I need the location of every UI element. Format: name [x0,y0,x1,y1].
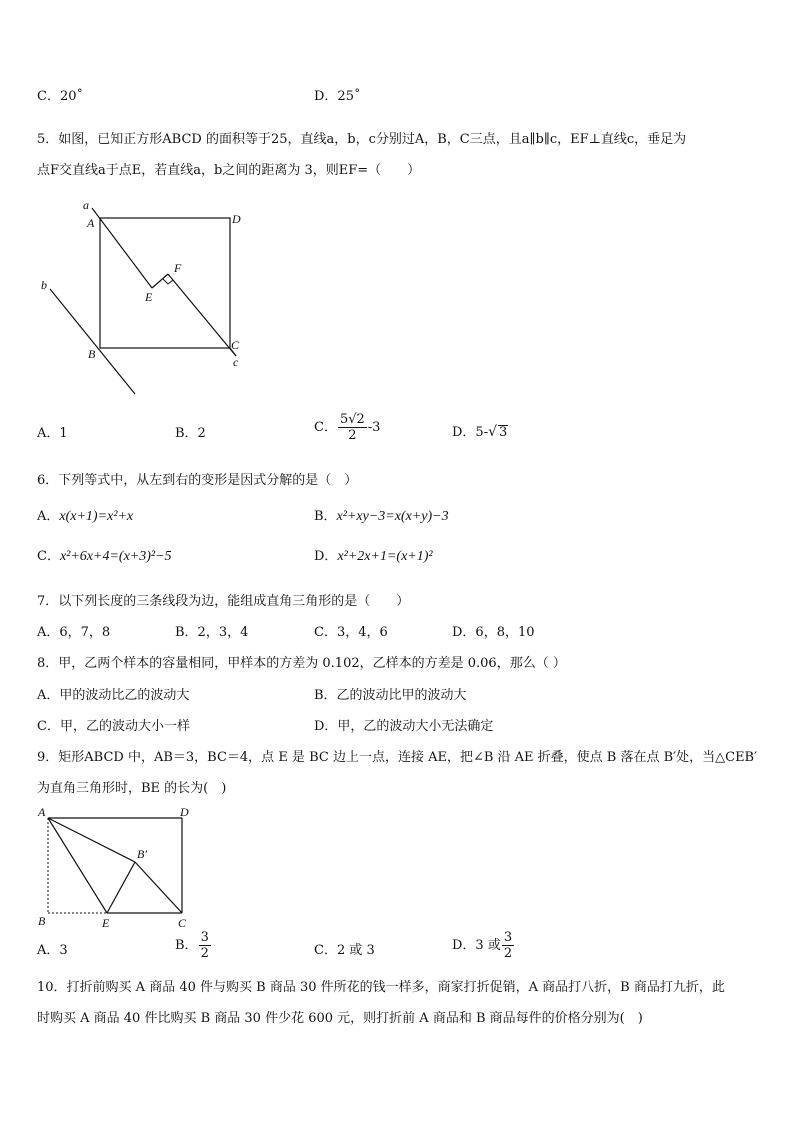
q7-stem: 7．以下列长度的三条线段为边，能组成直角三角形的是（ ） [37,594,410,609]
q5-stem-line2: 点F交直线a于点E，若直线a，b之间的距离为 3，则EF=（ ） [37,163,421,178]
q9-option-b-numerator: 3 [200,930,209,945]
q6-option-c [37,550,172,564]
q5-line-a [92,208,152,288]
q5-stem-line1: 5．如图，已知正方形ABCD 的面积等于25，直线a，b，c分别过A，B，C三点，且a∥b∥c，EF⊥直线c，垂足为 [37,132,687,147]
q9-label-B-prime: B′ [137,847,147,861]
q4-option-d: D．25˚ [314,89,361,104]
q5-option-c-fraction [338,413,367,442]
q5-label-C: C [231,338,240,352]
q6-option-b [314,510,449,524]
q4-option-c: C．20˚ [37,89,83,104]
q6-option-d [314,550,433,564]
q5-square-abcd [100,218,230,348]
q9-option-d [452,931,515,960]
q9-option-d-numerator: 3 [503,930,513,945]
q9-option-b [175,931,212,960]
q9-stem-line1: 9．矩形ABCD 中，AB＝3，BC＝4，点 E 是 BC 边上一点，连接 AE，把∠B 沿 AE 折叠，使点 B 落在点 B′处，当△CEB′ [37,750,758,765]
q8-stem: 8．甲，乙两个样本的容量相同，甲样本的方差为 0.102，乙样本的方差是 0.06，那么（ ） [37,656,566,671]
q5-label-D: D [232,212,241,226]
q9-option-b-denominator: 2 [200,946,209,961]
q5-option-c-suffix: -3 [367,420,381,435]
q6-option-b-label: B． [314,509,337,524]
q5-line-b [50,289,135,394]
q8-option-d: D．甲，乙的波动大小无法确定 [314,719,494,734]
q5-right-angle-mark [163,279,173,284]
q5-option-d-label: D．5- [452,424,489,440]
q9-option-d-denominator: 2 [503,946,513,961]
q8-option-c: C．甲，乙的波动大小一样 [37,719,190,734]
q5-label-B: B [88,347,96,361]
q6-option-c-label: C． [37,549,60,564]
q9-label-A: A [38,805,46,819]
q6-stem: 6．下列等式中，从左到右的变形是因式分解的是（ ） [37,473,358,488]
q9-option-a: A．3 [37,943,68,958]
q5-label-a: a [83,198,89,212]
q5-option-c-label: C． [314,420,337,435]
q6-option-d-label: D． [314,549,338,564]
q9-figure [30,800,200,932]
q10-stem-line2: 时购买 A 商品 40 件比购买 B 商品 30 件少花 600 元，则打折前 A 商品和 B 商品每件的价格分别为( ) [37,1011,643,1026]
q5-label-A: A [87,216,95,230]
q6-option-c-math: x²+6x+4=(x+3)²−5 [59,549,172,564]
q9-option-d-fraction [502,931,514,960]
q8-option-a: A．甲的波动比乙的波动大 [37,688,190,703]
q9-label-D: D [180,805,189,819]
q9-segment-b-prime-c [135,862,182,913]
q7-option-a: A．6，7，8 [37,625,111,640]
q5-label-c: c [233,355,239,369]
q5-label-b: b [41,278,47,292]
q6-option-a [37,510,133,524]
q9-option-b-fraction [199,931,211,960]
q5-label-F: F [174,261,182,275]
q5-option-b: B．2 [175,426,206,441]
q5-line-c [168,274,236,356]
q5-option-c-numerator: 5√2 [339,412,365,427]
q8-option-b: B．乙的波动比甲的波动大 [314,688,467,703]
q6-option-b-math: x²+xy−3=x(x+y)−3 [336,509,449,524]
q9-segment-eb-prime [107,862,135,913]
q5-figure [30,196,260,396]
q7-option-d: D．6，8，10 [452,625,535,640]
q9-option-b-label: B． [175,938,198,953]
q6-option-a-label: A． [37,509,60,524]
q5-option-d [452,425,508,439]
q7-option-b: B．2，3，4 [175,625,249,640]
q6-option-a-math: x(x+1)=x²+x [59,509,134,524]
q5-label-E: E [145,290,153,304]
q5-option-a: A．1 [37,426,68,441]
q10-stem-line1: 10．打折前购买 A 商品 40 件与购买 B 商品 30 件所花的钱一样多，商家打折促销，A 商品打八折，B 商品打九折，此 [37,980,725,995]
q9-label-B: B [38,914,46,928]
q9-label-E: E [102,916,110,930]
q9-option-d-label: D．3 或 [452,938,501,953]
q9-label-C: C [178,916,187,930]
q7-option-c: C．3，4，6 [314,625,388,640]
q5-option-d-radicand: 3 [499,425,508,440]
q5-option-c-denominator: 2 [348,428,357,443]
sqrt-icon: √ [488,424,498,440]
q5-option-c [314,413,380,442]
q9-option-c: C．2 或 3 [314,943,375,958]
q6-option-d-math: x²+2x+1=(x+1)² [337,549,433,564]
q9-stem-line2: 为直角三角形时，BE 的长为( ) [37,781,227,796]
